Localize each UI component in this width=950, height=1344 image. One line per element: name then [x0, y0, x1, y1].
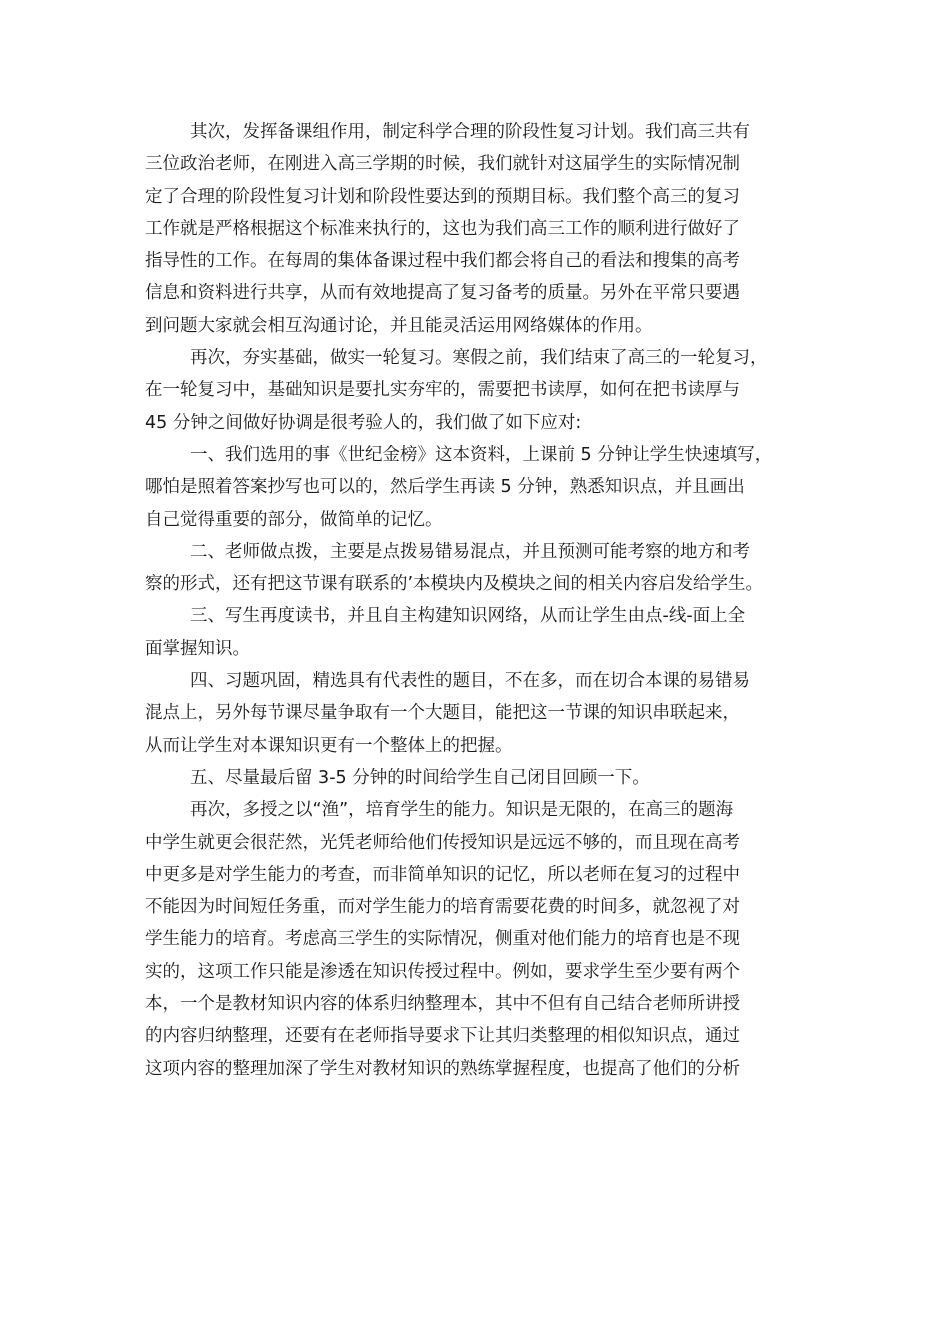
- text-line: 工作就是严格根据这个标准来执行的，这也为我们高三工作的顺利进行做好了: [145, 218, 740, 239]
- text-line: 学生能力的培育。考虑高三学生的实际情况，侧重对他们能力的培育也是不现: [145, 929, 740, 950]
- text-line: 面掌握知识。: [145, 638, 250, 659]
- text-line: 指导性的工作。在每周的集体备课过程中我们都会将自己的看法和搜集的高考: [145, 251, 740, 272]
- text-line: 的内容归纳整理，还要有在老师指导要求下让其归类整理的相似知识点，通过: [145, 1026, 740, 1047]
- text-line: 察的形式，还有把这节课有联系的’本模块内及模块之间的相关内容启发给学生。: [145, 574, 764, 595]
- text-line: 混点上，另外每节课尽量争取有一个大题目，能把这一节课的知识串联起来，: [145, 703, 740, 724]
- document-body: [145, 116, 820, 1085]
- text-line: 自己觉得重要的部分，做简单的记忆。: [145, 509, 443, 530]
- text-line: 二、老师做点拨，主要是点拨易错易混点，并且预测可能考察的地方和考: [190, 541, 750, 562]
- text-line: 45 分钟之间做好协调是很考验人的，我们做了如下应对:: [145, 412, 582, 433]
- text-line: 再次，夯实基础，做实一轮复习。寒假之前，我们结束了高三的一轮复习，: [190, 348, 768, 369]
- text-line: 三、写生再度读书，并且自主构建知识网络，从而让学生由点-线-面上全: [190, 606, 746, 627]
- text-line: 从而让学生对本课知识更有一个整体上的把握。: [145, 735, 513, 756]
- text-line: 在一轮复习中，基础知识是要扎实夯牢的，需要把书读厚，如何在把书读厚与: [145, 380, 740, 401]
- text-line: 中更多是对学生能力的考查，而非简单知识的记忆，所以老师在复习的过程中: [145, 864, 740, 885]
- text-line: 三位政治老师，在刚进入高三学期的时候，我们就针对这届学生的实际情况制: [145, 154, 740, 175]
- text-line: 哪怕是照着答案抄写也可以的，然后学生再读 5 分钟，熟悉知识点，并且画出: [145, 477, 745, 498]
- text-line: 本，一个是教材知识内容的体系归纳整理本，其中不但有自己结合老师所讲授: [145, 994, 740, 1015]
- text-line: 其次，发挥备课组作用，制定科学合理的阶段性复习计划。我们高三共有: [190, 122, 750, 142]
- text-line: 这项内容的整理加深了学生对教材知识的熟练掌握程度，也提高了他们的分析: [145, 1058, 740, 1079]
- text-line: 定了合理的阶段性复习计划和阶段性要达到的预期目标。我们整个高三的复习: [145, 186, 740, 207]
- text-line: 四、习题巩固，精选具有代表性的题目，不在多，而在切合本课的易错易: [190, 671, 750, 692]
- text-line: 不能因为时间短任务重，而对学生能力的培育需要花费的时间多，就忽视了对: [145, 897, 740, 918]
- text-line: 中学生就更会很茫然，光凭老师给他们传授知识是远远不够的，而且现在高考: [145, 832, 740, 853]
- text-line: 一、我们选用的事《世纪金榜》这本资料，上课前 5 分钟让学生快速填写，: [190, 444, 773, 465]
- text-line: 实的，这项工作只能是渗透在知识传授过程中。例如，要求学生至少要有两个: [145, 961, 740, 982]
- text-line: 再次，多授之以“渔”，培育学生的能力。知识是无限的，在高三的题海: [190, 800, 734, 821]
- text-line: 五、尽量最后留 3-5 分钟的时间给学生自己闭目回顾一下。: [190, 767, 650, 788]
- text-line: 信息和资料进行共享，从而有效地提高了复习备考的质量。另外在平常只要遇: [145, 283, 740, 304]
- text-line: 到问题大家就会相互沟通讨论，并且能灵活运用网络媒体的作用。: [145, 315, 653, 336]
